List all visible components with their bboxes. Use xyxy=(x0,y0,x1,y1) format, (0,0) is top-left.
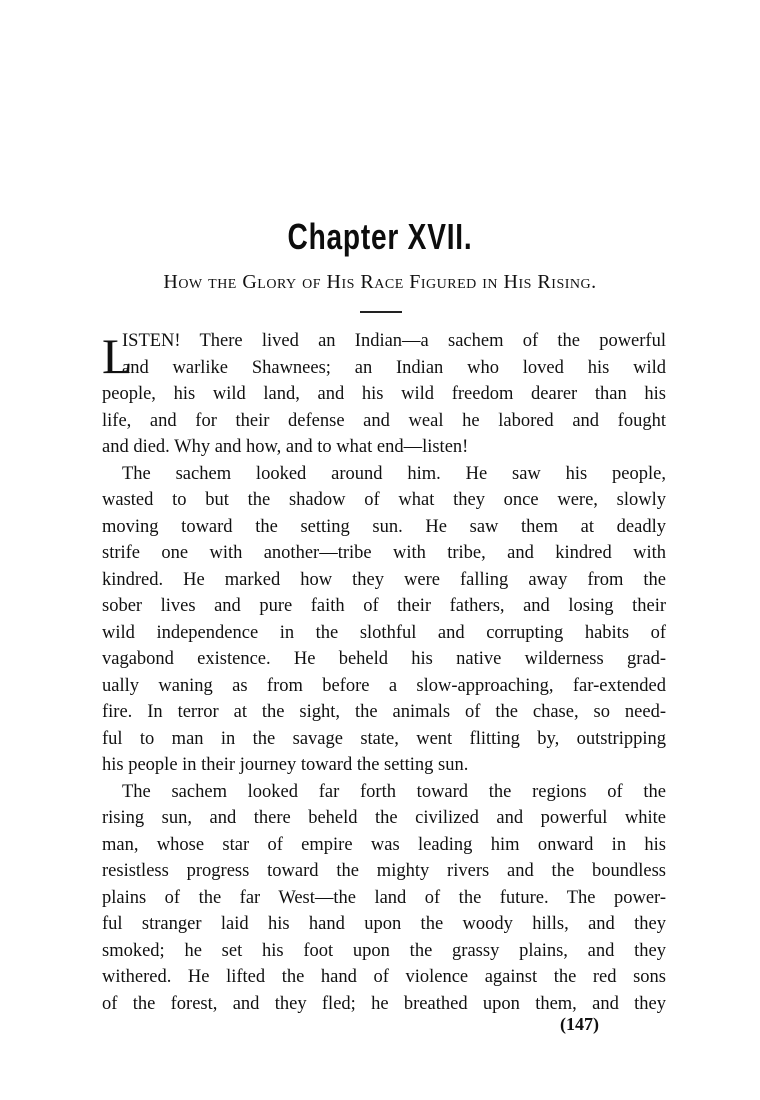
text-line: life, and for their defense and weal he labored and fought xyxy=(102,410,666,431)
text-line: plains of the far West—the land of the future. The power- xyxy=(102,887,666,908)
text-line: people, his wild land, and his wild freedom dearer than his xyxy=(102,384,666,404)
page-number: (147) xyxy=(560,1014,599,1034)
chapter-title: Chapter XVII. xyxy=(287,216,473,257)
text-line: moving toward the setting sun. He saw them at deadly xyxy=(102,516,666,537)
text-line: and warlike Shawnees; an Indian who loved his wild xyxy=(122,357,666,378)
chapter-subtitle: How the Glory of His Race Figured in His Rising. xyxy=(163,271,597,293)
text-line: vagabond existence. He beheld his native wilderness grad- xyxy=(102,649,666,669)
body-text xyxy=(102,328,666,1017)
text-line: his people in their journey toward the setting sun. xyxy=(102,755,469,775)
text-line: rising sun, and there beheld the civilized and powerful white xyxy=(102,808,666,828)
text-line: strife one with another—tribe with tribe, and kindred with xyxy=(102,543,666,563)
text-line: fire. In terror at the sight, the animals of the chase, so need- xyxy=(102,702,666,722)
text-line: and died. Why and how, and to what end—listen! xyxy=(102,437,469,457)
text-line: wild independence in the slothful and corrupting habits of xyxy=(102,622,666,643)
text-line: sober lives and pure faith of their fathers, and losing their xyxy=(102,596,666,616)
text-line: The sachem looked around him. He saw his people, xyxy=(122,463,666,484)
text-line: ually waning as from before a slow-approaching, far-extended xyxy=(102,675,666,696)
text-line: The sachem looked far forth toward the regions of the xyxy=(122,781,666,802)
text-line: ful stranger laid his hand upon the woody hills, and they xyxy=(102,914,666,934)
drop-cap: L xyxy=(102,328,133,384)
title-rule xyxy=(360,311,402,313)
text-line: resistless progress toward the mighty rivers and the boundless xyxy=(102,861,666,881)
text-line: ISTEN! There lived an Indian—a sachem of the powerful xyxy=(122,331,666,351)
text-line: kindred. He marked how they were falling away from the xyxy=(102,569,666,590)
text-line: smoked; he set his foot upon the grassy plains, and they xyxy=(102,940,666,961)
text-line: ful to man in the savage state, went flitting by, outstripping xyxy=(102,728,666,749)
text-line: wasted to but the shadow of what they once were, slowly xyxy=(102,490,666,510)
text-line: withered. He lifted the hand of violence against the red sons xyxy=(102,967,666,987)
text-line: of the forest, and they fled; he breathed upon them, and they xyxy=(102,993,666,1014)
text-line: man, whose star of empire was leading him onward in his xyxy=(102,834,666,855)
